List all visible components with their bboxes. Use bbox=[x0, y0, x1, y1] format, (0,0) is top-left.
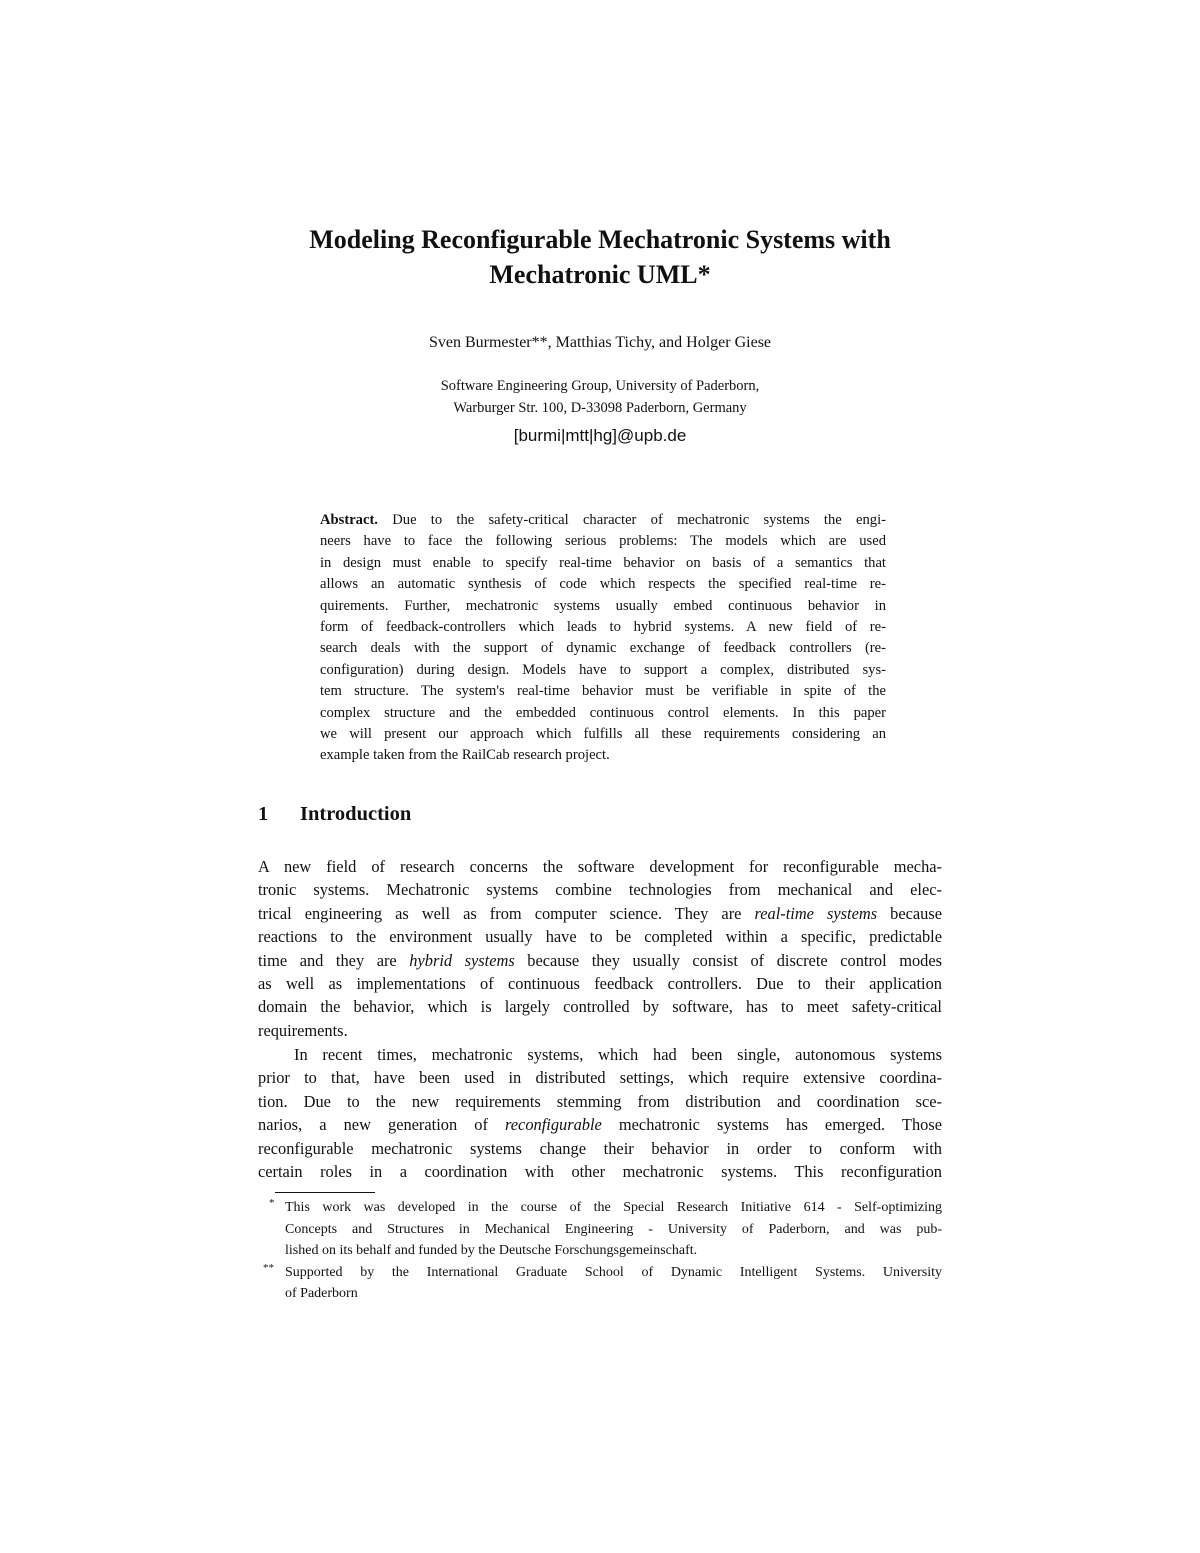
abstract-line bbox=[320, 724, 886, 745]
section-heading bbox=[258, 803, 411, 826]
abstract-line bbox=[320, 660, 886, 681]
emphasis-text: reconfigurable bbox=[505, 1115, 602, 1135]
email: [burmi|mtt|hg]@upb.de bbox=[513, 426, 687, 445]
intro-line bbox=[258, 1113, 942, 1136]
footnote bbox=[263, 1261, 942, 1305]
abstract-line bbox=[320, 553, 886, 574]
abstract-text: complex structure and the embedded continuous control elements. In this paper bbox=[320, 704, 886, 721]
footnote-line: This work was developed in the course of the Special Research Initiative 614 - Self-optimizing bbox=[285, 1200, 942, 1215]
text-segment: reconfigurable mechatronic systems change their behavior in order to conform with bbox=[258, 1138, 942, 1158]
abstract-label: Abstract. bbox=[320, 512, 378, 528]
abstract-line bbox=[320, 617, 886, 638]
abstract-text: form of feedback-controllers which leads to hybrid systems. A new field of re- bbox=[320, 619, 886, 636]
title-line: Modeling Reconfigurable Mechatronic Systems with bbox=[309, 225, 891, 254]
footnote-line: Supported by the International Graduate School of Dynamic Intelligent Systems. University bbox=[285, 1264, 942, 1280]
affiliation bbox=[0, 375, 1200, 419]
intro-line bbox=[258, 972, 942, 995]
text-segment: tronic systems. Mechatronic systems combine technologies from mechanical and elec- bbox=[258, 880, 942, 900]
emphasis-text: real-time systems bbox=[754, 903, 878, 923]
abstract-text: example taken from the RailCab research project. bbox=[320, 747, 610, 764]
abstract-line bbox=[320, 531, 886, 552]
text-segment: as well as implementations of continuous feedback controllers. Due to their application bbox=[258, 974, 942, 994]
text-segment: time and they are bbox=[258, 950, 410, 970]
footnote-mark: ** bbox=[263, 1261, 274, 1274]
intro-line bbox=[258, 1019, 942, 1042]
text-segment: mechatronic systems has emerged. Those bbox=[601, 1115, 942, 1135]
footnote-mark: * bbox=[269, 1197, 275, 1209]
emphasis-text: hybrid systems bbox=[409, 950, 515, 970]
intro-line bbox=[258, 1043, 942, 1066]
abstract-text: search deals with the support of dynamic exchange of feedback controllers (re- bbox=[320, 640, 886, 657]
text-segment: A new field of research concerns the software development for reconfigurable mecha- bbox=[258, 857, 942, 876]
text-segment: trical engineering as well as from computer science. They are bbox=[258, 903, 755, 923]
title-line: Mechatronic UML* bbox=[489, 260, 711, 289]
abstract-text: quirements. Further, mechatronic systems usually embed continuous behavior in bbox=[320, 597, 886, 614]
text-segment: reactions to the environment usually have to be completed within a specific, predictable bbox=[258, 927, 942, 947]
abstract-line bbox=[320, 703, 886, 724]
intro-line bbox=[258, 1066, 942, 1089]
abstract-text: tem structure. The system's real-time behavior must be verifiable in spite of the bbox=[320, 683, 886, 700]
section-title: Introduction bbox=[300, 803, 412, 825]
intro-line bbox=[258, 902, 942, 925]
footnote-line: lished on its behalf and funded by the Deutsche Forschungsgemeinschaft. bbox=[285, 1243, 698, 1259]
abstract-line bbox=[320, 574, 886, 595]
paper-title bbox=[0, 222, 1200, 292]
text-segment: prior to that, have been used in distributed settings, which require extensive coordina- bbox=[258, 1068, 942, 1088]
abstract-line bbox=[320, 638, 886, 659]
affiliation-line: Software Engineering Group, University of Paderborn, bbox=[440, 378, 760, 394]
text-segment: In recent times, mechatronic systems, which had been single, autonomous systems bbox=[294, 1045, 942, 1064]
text-segment: requirements. bbox=[258, 1020, 348, 1040]
text-segment: certain roles in a coordination with other mechatronic systems. This reconfiguration bbox=[258, 1162, 942, 1182]
text-segment: narios, a new generation of bbox=[258, 1115, 505, 1135]
section-number: 1 bbox=[258, 803, 269, 825]
abstract-text: Due to the safety-critical character of mechatronic systems the engi- bbox=[392, 512, 886, 528]
intro-line bbox=[258, 878, 942, 901]
footnote bbox=[269, 1197, 942, 1262]
abstract-line bbox=[320, 745, 886, 766]
intro-paragraph bbox=[258, 855, 942, 1042]
footnote-line: of Paderborn bbox=[285, 1286, 358, 1302]
abstract bbox=[320, 510, 886, 767]
abstract-text: in design must enable to specify real-time behavior on basis of a semantics that bbox=[320, 554, 886, 571]
footnotes bbox=[263, 1197, 942, 1305]
abstract-line bbox=[320, 510, 886, 531]
text-segment: because bbox=[877, 903, 942, 923]
intro-line bbox=[258, 855, 942, 878]
abstract-text: configuration) during design. Models have to support a complex, distributed sys- bbox=[320, 661, 886, 678]
text-segment: because they usually consist of discrete control modes bbox=[514, 950, 943, 970]
intro-line bbox=[258, 1090, 942, 1113]
authors: Sven Burmester**, Matthias Tichy, and Holger Giese bbox=[428, 334, 772, 351]
abstract-text: we will present our approach which fulfills all these requirements considering an bbox=[320, 726, 886, 743]
intro-line bbox=[258, 925, 942, 948]
intro-paragraph bbox=[258, 1043, 942, 1183]
affiliation-line: Warburger Str. 100, D-33098 Paderborn, Germany bbox=[453, 400, 747, 416]
text-segment: tion. Due to the new requirements stemming from distribution and coordination sce- bbox=[258, 1091, 942, 1111]
intro-line bbox=[258, 1137, 942, 1160]
footnote-rule bbox=[275, 1192, 375, 1193]
abstract-line bbox=[320, 681, 886, 702]
intro-line bbox=[258, 995, 942, 1018]
intro-line bbox=[258, 1160, 942, 1183]
intro-line bbox=[258, 949, 942, 972]
footnote-line: Concepts and Structures in Mechanical Engineering - University of Paderborn, and was pub- bbox=[285, 1221, 942, 1237]
abstract-text: allows an automatic synthesis of code which respects the specified real-time re- bbox=[320, 576, 886, 593]
text-segment: domain the behavior, which is largely controlled by software, has to meet safety-critical bbox=[258, 997, 942, 1017]
abstract-line bbox=[320, 596, 886, 617]
abstract-text: neers have to face the following serious problems: The models which are used bbox=[320, 533, 886, 550]
